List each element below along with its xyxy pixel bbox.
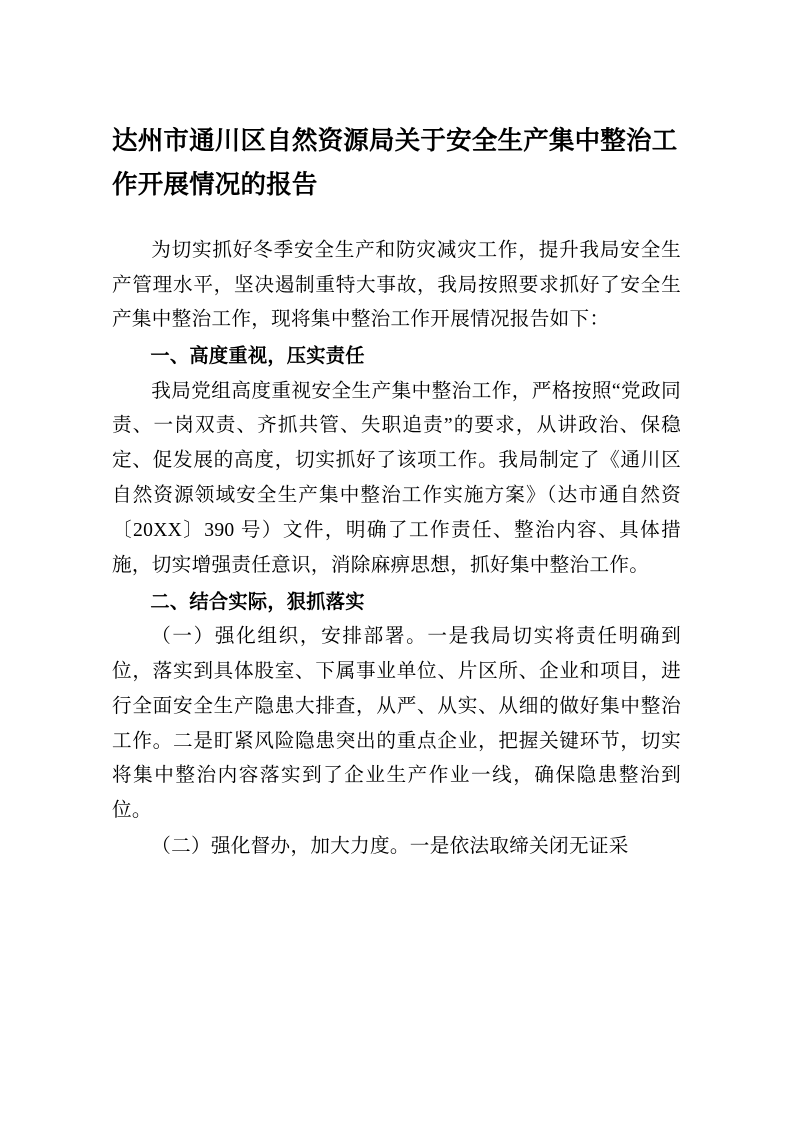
section-heading-two: 二、结合实际，狠抓落实	[150, 589, 365, 613]
paragraph-intro: 为切实抓好冬季安全生产和防灾减灾工作，提升我局安全生产管理水平，坚决遏制重特大事故，我局按照要求抓好了安全生产集中整治工作，现将集中整治工作开展情况报告如下：	[112, 239, 681, 331]
page-title: 达州市通川区自然资源局关于安全生产集中整治工作开展情况的报告	[112, 126, 678, 200]
paragraph-subsection-two: （二）强化督办，加大力度。一是依法取缔关闭无证采	[151, 836, 629, 858]
paragraph-subsection-one: （一）强化组织，安排部署。一是我局切实将责任明确到位，落实到具体股室、下属事业单位、片区所、企业和项目，进行全面安全生产隐患大排查，从严、从实、从细的做好集中整治工作。二是盯紧风险隐患突出的重点企业，把握关键环节，切实将集中整治内容落实到了企业生产作业一线，确保隐患整治到位。	[112, 625, 681, 822]
paragraph-section-one-body: 我局党组高度重视安全生产集中整治工作，严格按照“党政同责、一岗双责、齐抓共管、失职追责”的要求，从讲政治、保稳定、促发展的高度，切实抓好了该项工作。我局制定了《通川区自然资源领域安全生产集中整治工作实施方案》（达市通自然资〔20XX〕390 号）文件，明确了工作责任、整治内容、具体措施，切实增强责任意识，消除麻痹思想，抓好集中整治工作。	[112, 380, 681, 576]
section-heading-one: 一、高度重视，压实责任	[150, 344, 365, 368]
